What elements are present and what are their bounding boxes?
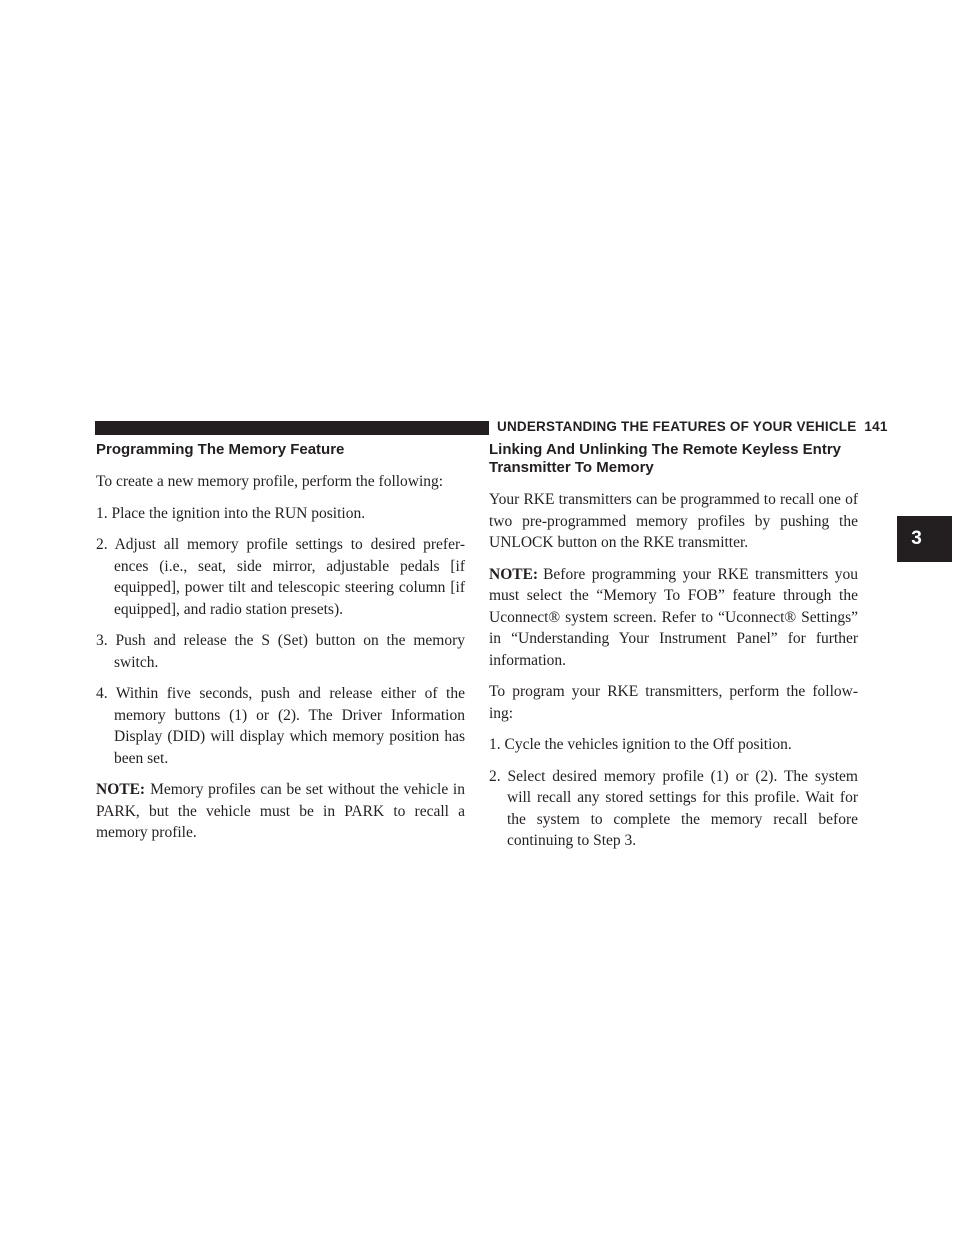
step-item: 3. Push and release the S (Set) button on the memory switch. xyxy=(96,632,465,671)
note-paragraph xyxy=(489,564,858,672)
step-item: 1. Cycle the vehicles ignition to the Off position. xyxy=(489,736,792,753)
chapter-tab: 3 xyxy=(897,516,952,562)
note-text: Memory profiles can be set without the vehicle in PARK, but the vehicle must be in PARK to recall a memory profile. xyxy=(96,781,465,841)
section-heading-memory: Programming The Memory Feature xyxy=(96,441,345,458)
section-heading-rke: Linking And Unlinking The Remote Keyless Entry Transmitter To Memory xyxy=(489,441,841,476)
note-label: NOTE: xyxy=(96,781,146,798)
section-title: UNDERSTANDING THE FEATURES OF YOUR VEHICLE xyxy=(497,419,857,434)
note-label: NOTE: xyxy=(489,565,539,583)
note-text: Before programming your RKE transmitters you must select the “Memory To FOB” feature through the Uconnect® system screen. Refer to “Uconnect® Settings” in “Understanding Your Instrument Panel” for further information. xyxy=(489,565,858,669)
program-intro-paragraph: To program your RKE transmitters, perform the follow-ing: xyxy=(489,683,858,722)
right-column xyxy=(489,441,858,862)
step-item: 2. Adjust all memory profile settings to desired prefer-ences (i.e., seat, side mirror, adjustable pedals [if equipped], power tilt and telescopic steering column [if equipped], and radio station presets). xyxy=(96,536,465,618)
running-header xyxy=(497,419,888,434)
intro-paragraph: To create a new memory profile, perform the following: xyxy=(96,473,444,490)
intro-paragraph: Your RKE transmitters can be programmed to recall one of two pre-programmed memory profiles by pushing the UNLOCK button on the RKE transmitter. xyxy=(489,491,858,551)
step-item: 2. Select desired memory profile (1) or (2). The system will recall any stored settings for this profile. Wait for the system to complete the memory recall before continuing to Step 3. xyxy=(489,767,858,849)
left-column xyxy=(96,441,465,854)
step-item: 1. Place the ignition into the RUN position. xyxy=(96,504,366,522)
header-rule xyxy=(95,421,489,435)
step-item: 4. Within five seconds, push and release either of the memory buttons (1) or (2). The Driver Information Display (DID) will display which memory position has been set. xyxy=(96,685,465,767)
note-paragraph xyxy=(96,779,465,844)
page-number: 141 xyxy=(864,419,888,434)
